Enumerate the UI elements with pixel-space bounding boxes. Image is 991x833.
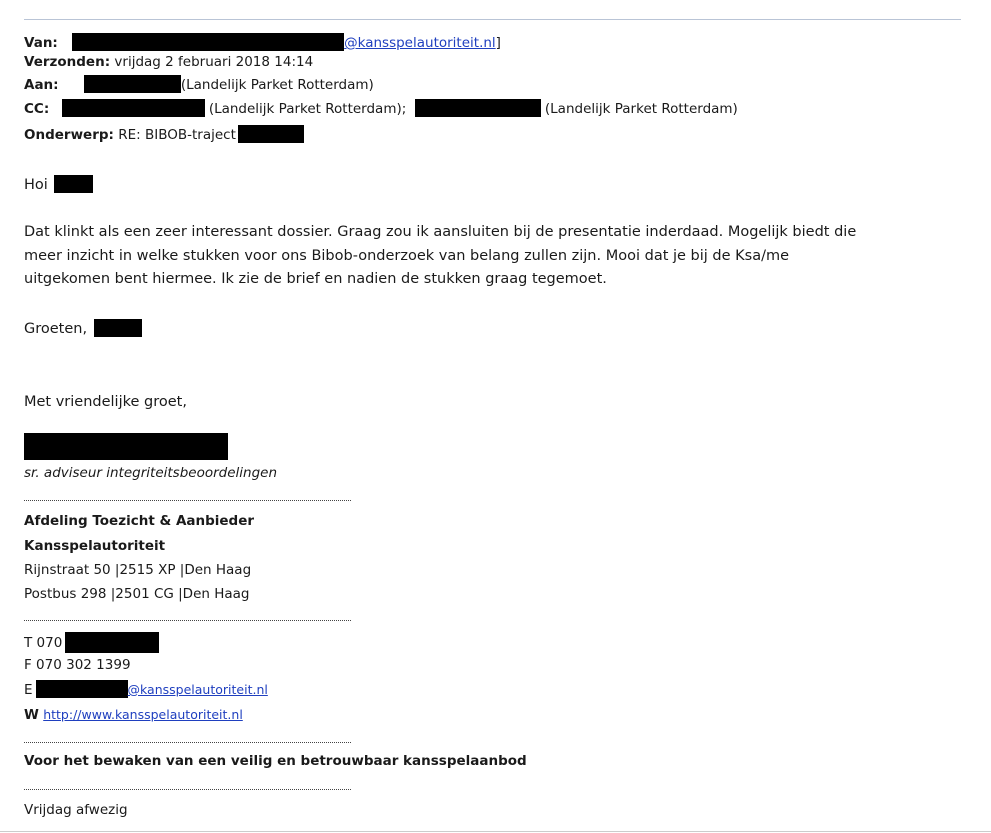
email-label: E xyxy=(24,682,33,698)
sent-row xyxy=(24,53,313,71)
from-email-link[interactable]: @kansspelautoriteit.nl xyxy=(344,35,496,51)
redacted-signatory-name xyxy=(24,433,228,460)
message-paragraph xyxy=(24,221,949,292)
department: Afdeling Toezicht & Aanbieder xyxy=(24,513,255,529)
dotted-divider xyxy=(24,500,351,501)
sign-off: Groeten, xyxy=(24,321,88,337)
redacted-subject-name xyxy=(238,125,304,143)
greeting-line xyxy=(24,175,93,194)
dotted-divider xyxy=(24,789,351,790)
tagline: Voor het bewaken van een veilig en betrouwbaar kansspelaanbod xyxy=(24,753,527,769)
redacted-greeting-name xyxy=(54,175,93,193)
web-label: W xyxy=(24,707,39,723)
job-title: sr. adviseur integriteitsbeoordelingen xyxy=(24,465,278,481)
redacted-cc-name-2 xyxy=(415,99,541,117)
subject-value: RE: BIBOB-traject xyxy=(118,127,236,143)
address-1: Rijnstraat 50 |2515 XP |Den Haag xyxy=(24,562,252,578)
email-row xyxy=(24,680,268,699)
absence-note: Vrijdag afwezig xyxy=(24,802,128,818)
paragraph-line-1: Dat klinkt als een zeer interessant dossier. Graag zou ik aansluiten bij de presentatie inderdaad. Mogelijk biedt die xyxy=(24,224,857,240)
web-row xyxy=(24,706,243,724)
redacted-signoff-name xyxy=(94,319,142,337)
redacted-cc-name-1 xyxy=(62,99,205,117)
fax: F 070 302 1399 xyxy=(24,657,131,673)
from-row xyxy=(24,33,501,52)
to-row xyxy=(24,75,374,94)
address-2: Postbus 298 |2501 CG |Den Haag xyxy=(24,586,250,602)
cc-label: CC: xyxy=(24,101,50,117)
paragraph-line-3: uitgekomen bent hiermee. Ik zie de brief en nadien de stukken graag tegemoet. xyxy=(24,271,607,287)
bottom-border xyxy=(0,831,991,832)
sent-value: vrijdag 2 februari 2018 14:14 xyxy=(114,54,314,70)
organization: Kansspelautoriteit xyxy=(24,538,166,554)
sign-off-line xyxy=(24,319,142,338)
phone-row xyxy=(24,632,159,653)
from-bracket: ] xyxy=(495,35,501,51)
phone-label: T 070 xyxy=(24,635,63,651)
dotted-divider xyxy=(24,620,351,621)
paragraph-line-2: meer inzicht in welke stukken voor ons Bibob-onderzoek van belang zullen zijn. Mooi dat je bij de Ksa/me xyxy=(24,247,790,264)
dotted-divider xyxy=(24,742,351,743)
to-value: (Landelijk Parket Rotterdam) xyxy=(180,77,374,93)
redacted-phone-number xyxy=(65,632,159,653)
from-label: Van: xyxy=(24,35,58,51)
cc-row xyxy=(24,99,738,118)
closing: Met vriendelijke groet, xyxy=(24,394,187,410)
to-label: Aan: xyxy=(24,77,59,93)
website-link[interactable]: http://www.kansspelautoriteit.nl xyxy=(43,707,243,722)
redacted-sender-name xyxy=(72,33,344,51)
header-separator xyxy=(24,19,961,20)
redacted-recipient-name xyxy=(84,75,181,93)
subject-label: Onderwerp: xyxy=(24,127,114,143)
redacted-email-name xyxy=(36,680,128,698)
signature-email-link[interactable]: @kansspelautoriteit.nl xyxy=(127,682,268,697)
cc-value-1: (Landelijk Parket Rotterdam); xyxy=(208,101,407,117)
greeting: Hoi xyxy=(24,177,48,193)
subject-row xyxy=(24,125,304,144)
cc-value-2: (Landelijk Parket Rotterdam) xyxy=(544,101,738,117)
sent-label: Verzonden: xyxy=(24,54,111,70)
